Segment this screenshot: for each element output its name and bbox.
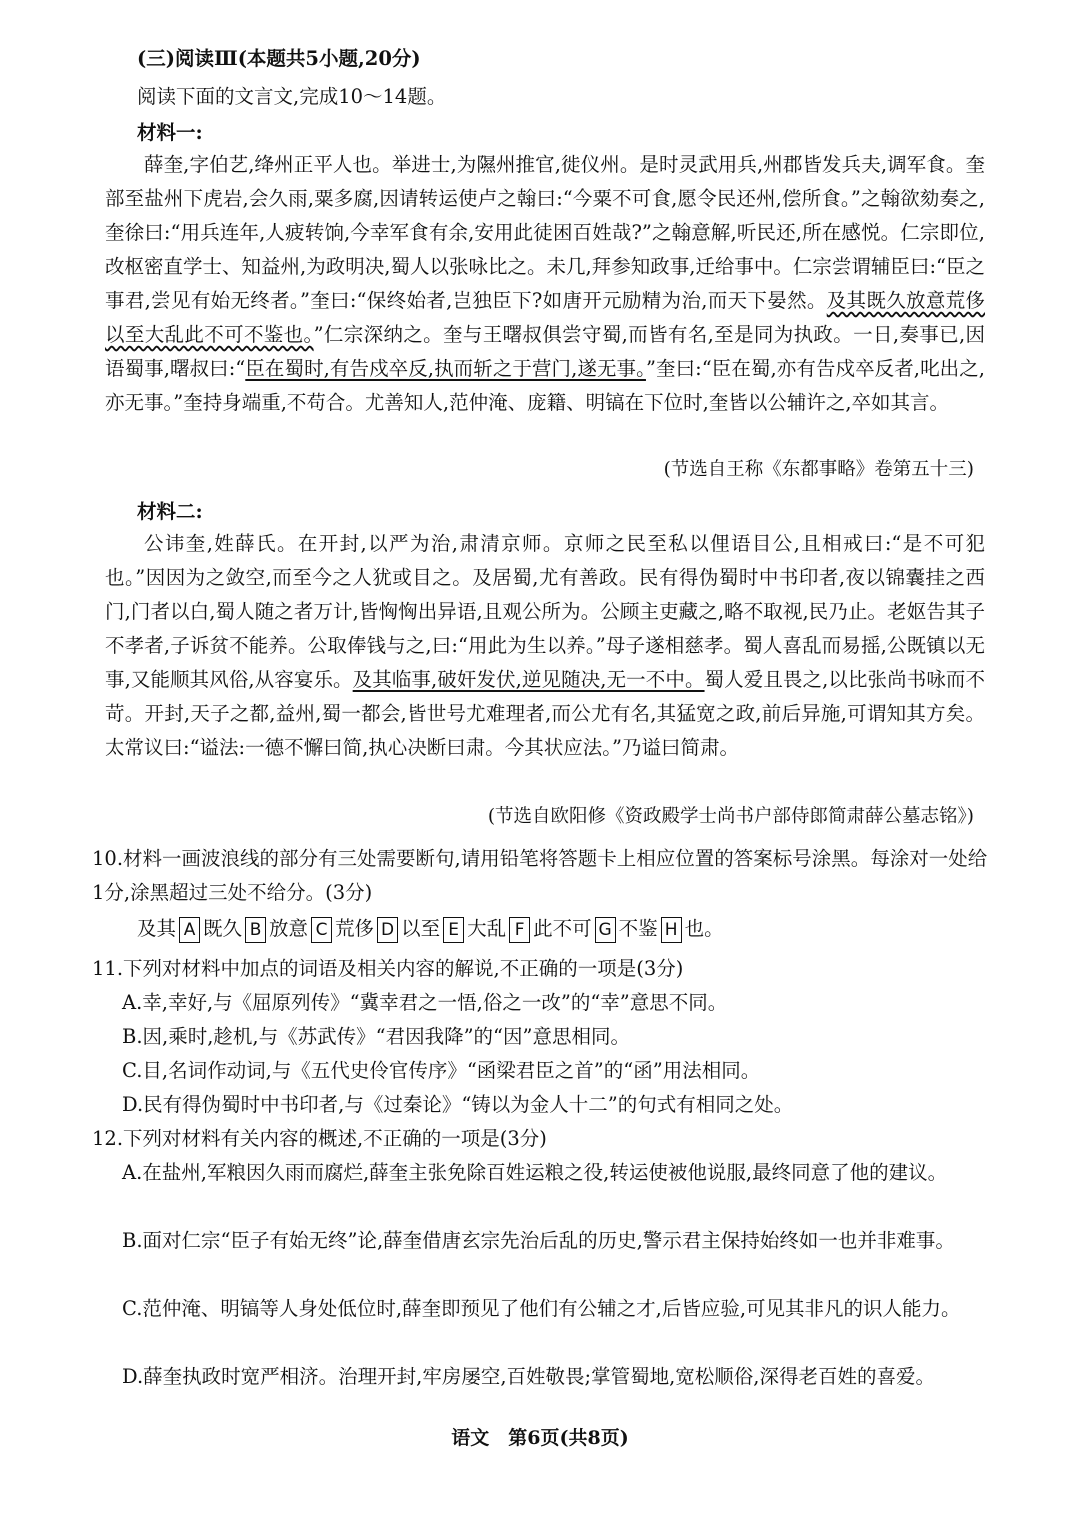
question-11-stem: 11.下列对材料中加点的词语及相关内容的解说,不正确的一项是(3分) — [92, 957, 684, 980]
material2-text — [105, 527, 985, 765]
q10-box-f[interactable]: F — [509, 917, 530, 943]
q11-option-b[interactable]: B.因,乘时,趁机,与《苏武传》“君因我降”的“因”意思相同。 — [122, 1025, 631, 1048]
material1-wavy-line: 及其既久放意荒侈以至大乱此不可不鉴也。 — [105, 289, 985, 346]
material2-text-post: 蜀人爱且畏之,以比张尚书咏而不苛。开封,天子之都,益州,蜀一都会,皆世号尤难理者,而公尤有名,其猛宽之政,前后异施,可谓知其方矣。太常议曰:“谥法:一德不懈曰简,执心决断曰肃。今其状应法。”乃谥曰简肃。 — [105, 668, 985, 759]
q10-segment: 既久 — [203, 917, 243, 940]
q10-segment: 此不可 — [533, 917, 592, 940]
q10-segment: 不鉴 — [618, 917, 658, 940]
q12-option-a[interactable]: A.在盐州,军粮因久雨而腐烂,薛奎主张免除百姓运粮之役,转运使被他说服,最终同意了他的建议。 — [122, 1161, 948, 1184]
q10-segment: 大乱 — [467, 917, 507, 940]
q12-option-b[interactable]: B.面对仁宗“臣子有始无终”论,薛奎借唐玄宗先治后乱的历史,警示君主保持始终如一也并非难事。 — [122, 1229, 955, 1252]
q10-box-g[interactable]: G — [595, 917, 616, 943]
material1-text-mid: ”仁宗深纳之。奎与王曙叔俱尝守蜀,而皆有名,至是同为执政。一日,奏事已,因语蜀事,曙叔曰:“ — [105, 323, 985, 380]
q10-segment: 也。 — [684, 917, 724, 940]
q11-option-d[interactable]: D.民有得伪蜀时中书印者,与《过秦论》“铸以为金人十二”的句式有相同之处。 — [122, 1093, 794, 1116]
q10-segment: 以至 — [401, 917, 441, 940]
q10-segment: 及其 — [137, 917, 177, 940]
material2-source: (节选自欧阳修《资政殿学士尚书户部侍郎简肃薛公墓志铭》) — [487, 806, 974, 827]
q11-option-c[interactable]: C.目,名词作动词,与《五代史伶官传序》“函梁君臣之首”的“函”用法相同。 — [122, 1059, 761, 1082]
material1-source: (节选自王称《东都事略》卷第五十三) — [663, 459, 974, 480]
q10-box-c[interactable]: C — [311, 917, 332, 943]
question-10-stem: 10.材料一画波浪线的部分有三处需要断句,请用铅笔将答题卡上相应位置的答案标号涂黑。每涂对一处给1分,涂黑超过三处不给分。(3分) — [92, 847, 988, 904]
page-footer: 语文 第6页(共8页) — [451, 1427, 629, 1449]
q10-box-b[interactable]: B — [245, 917, 266, 943]
question-10-boxes — [137, 912, 997, 946]
q12-option-d[interactable]: D.薛奎执政时宽严相济。治理开封,牢房屡空,百姓敬畏;掌管蜀地,宽松顺俗,深得老百姓的喜爱。 — [122, 1365, 936, 1388]
material1-underlined-sentence: 臣在蜀时,有告戍卒反,执而斩之于营门,遂无事。 — [245, 357, 646, 380]
question-12-stem: 12.下列对材料有关内容的概述,不正确的一项是(3分) — [92, 1127, 547, 1150]
q10-segment: 放意 — [269, 917, 309, 940]
q10-segment: 荒侈 — [335, 917, 375, 940]
material1-text-pre: 薛奎,字伯艺,绛州正平人也。举进士,为隰州推官,徙仪州。是时灵武用兵,州郡皆发兵夫,调军食。奎部至盐州下虎岩,会久雨,粟多腐,因请转运使卢之翰曰:“今粟不可食,愿令民还州,偿所食。”之翰欲劾奏之,奎徐曰:“用兵连年,人疲转饷,今幸军食有余,安用此徒困百姓哉?”之翰意解,听民还,所在感悦。仁宗即位,改枢密直学士、知益州,为政明决,蜀人以张咏比之。未几,拜参知政事,迁给事中。仁宗尝谓辅臣曰:“臣之事君,尝见有始无终者。”奎曰:“保终始者,岂独臣下?如唐开元励精为治,而天下晏然。 — [105, 153, 985, 312]
material1-text-post: ”奎曰:“臣在蜀,亦有告戍卒反者,叱出之,亦无事。”奎持身端重,不苟合。尤善知人,范仲淹、庞籍、明镐在下位时,奎皆以公辅许之,卒如其言。 — [105, 357, 985, 414]
material2-text-pre: 公讳奎,姓薛氏。在开封,以严为治,肃清京师。京师之民至私以俚语目公,且相戒曰:“是不可犯也。”因因为之敛空,而至今之人犹或目之。及居蜀,尤有善政。民有得伪蜀时中书印者,夜以锦囊挂之西门,门者以白,蜀人随之者万计,皆恟恟出异语,且观公所为。公顾主吏藏之,略不取视,民乃止。老妪告其子不孝者,子诉贫不能养。公取俸钱与之,曰:“用此为生以养。”母子遂相慈孝。蜀人喜乱而易摇,公既镇以无事,又能顺其风俗,从容宴乐。 — [105, 532, 985, 691]
q11-option-a[interactable]: A.幸,幸好,与《屈原列传》“冀幸君之一悟,俗之一改”的“幸”意思不同。 — [122, 991, 728, 1014]
material2-label: 材料二: — [137, 500, 203, 523]
section-instruction: 阅读下面的文言文,完成10～14题。 — [137, 85, 447, 108]
section-title: (三)阅读Ⅲ(本题共5小题,20分) — [137, 47, 421, 70]
q10-box-d[interactable]: D — [377, 917, 398, 943]
q10-box-e[interactable]: E — [443, 917, 464, 943]
q10-box-a[interactable]: A — [179, 917, 200, 943]
q10-box-h[interactable]: H — [661, 917, 682, 943]
q12-option-c[interactable]: C.范仲淹、明镐等人身处低位时,薛奎即预见了他们有公辅之才,后皆应验,可见其非凡的识人能力。 — [122, 1297, 961, 1320]
material1-label: 材料一: — [137, 121, 203, 144]
material2-underlined-sentence: 及其临事,破奸发伏,逆见随决,无一不中。 — [352, 668, 705, 691]
material1-text — [105, 148, 985, 420]
